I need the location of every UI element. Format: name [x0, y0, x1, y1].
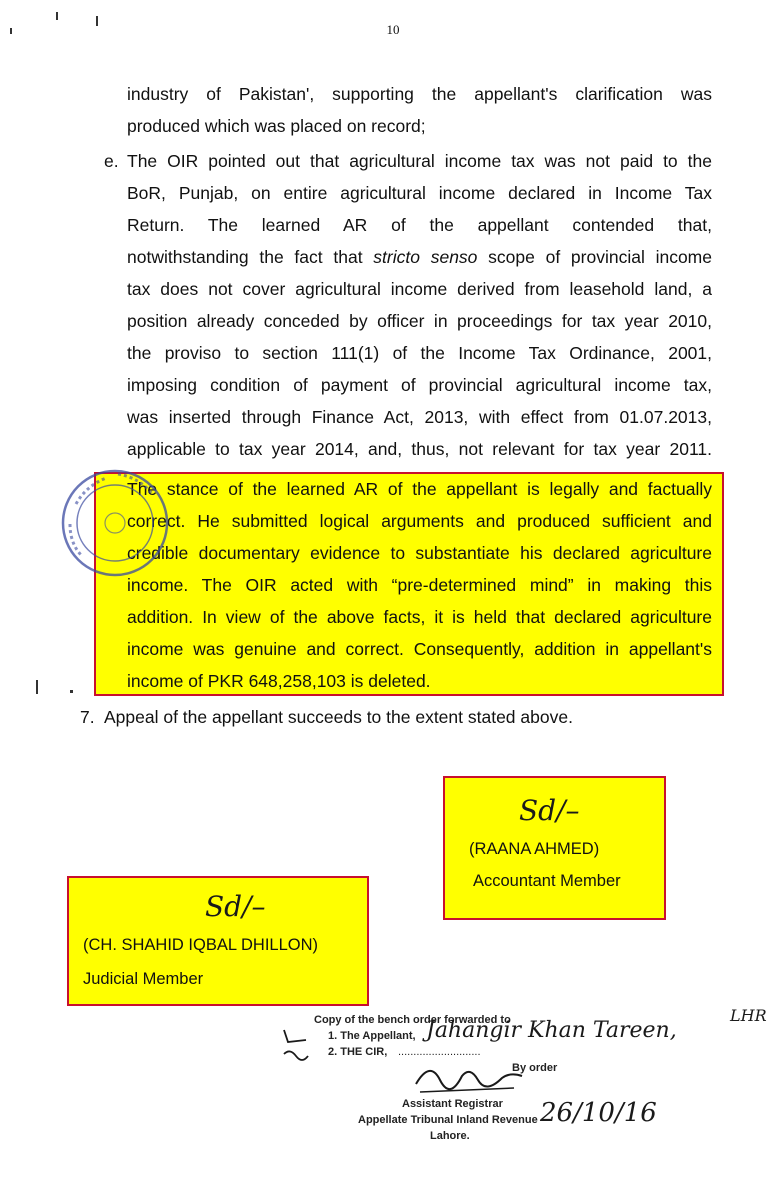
handwritten-appellant-name: Jahangir Khan Tareen, — [426, 1018, 677, 1043]
tribunal-name: Appellate Tribunal Inland Revenue — [358, 1114, 538, 1126]
continuation-paragraph — [127, 83, 712, 147]
text-line: produced which was placed on record; — [127, 116, 426, 136]
text-run: scope of provincial income — [477, 247, 712, 267]
item-e-label: e. — [104, 151, 119, 171]
handwritten-city: LHR — [730, 1006, 767, 1025]
text-line: correct. He submitted logical arguments and produced sufficient and — [127, 511, 712, 531]
text-line: tax does not cover agricultural income derived from leasehold land, a — [127, 279, 712, 299]
text-line: BoR, Punjab, on entire agricultural income declared in Income Tax — [127, 183, 712, 203]
handwritten-date: 26/10/16 — [540, 1098, 657, 1128]
text-line: position already conceded by officer in proceedings for tax year 2010, — [127, 311, 712, 331]
forwarding-title: Copy of the bench order forwarded to — [314, 1014, 511, 1026]
item-7-label: 7. — [80, 707, 95, 727]
registrar-signature-scribble — [410, 1054, 530, 1104]
tribunal-seal-stamp — [56, 464, 174, 582]
signature-sd: Sd/– — [205, 890, 266, 923]
forwarding-item-1: 1. The Appellant, — [328, 1030, 416, 1042]
text-line: The stance of the learned AR of the appellant is legally and factually — [127, 479, 712, 499]
judicial-member-signature-box — [67, 876, 369, 1006]
forwarding-endorsement — [302, 1006, 772, 1170]
accountant-member-signature-box — [443, 776, 666, 920]
text-line: income. The OIR acted with “pre-determined mind” in making this — [127, 575, 712, 595]
accountant-member-role: Accountant Member — [473, 872, 621, 890]
scan-speck — [70, 690, 73, 693]
text-line: income of PKR 648,258,103 is deleted. — [127, 671, 431, 691]
text-line: the proviso to section 111(1) of the Income Tax Ordinance, 2001, — [127, 343, 712, 363]
tick-marks — [280, 1026, 310, 1066]
by-order: By order — [512, 1062, 558, 1074]
scan-speck — [96, 16, 98, 26]
accountant-member-name: (RAANA AHMED) — [469, 840, 600, 858]
forwarding-item-2: 2. THE CIR, — [328, 1046, 388, 1058]
text-line: income was genuine and correct. Consequently, addition in appellant's — [127, 639, 712, 659]
judicial-member-role: Judicial Member — [83, 970, 204, 988]
text-line: addition. In view of the above facts, it is held that declared agriculture — [127, 607, 712, 627]
text-line: credible documentary evidence to substantiate his declared agriculture — [127, 543, 712, 563]
text-line: applicable to tax year 2014, and, thus, not relevant for tax year 2011. — [127, 439, 712, 459]
forwarding-dots: ........................... — [398, 1046, 481, 1058]
text-line — [127, 246, 712, 278]
judicial-member-name: (CH. SHAHID IQBAL DHILLON) — [83, 936, 319, 954]
assistant-registrar: Assistant Registrar — [402, 1098, 503, 1110]
text-line: industry of Pakistan', supporting the appellant's clarification was — [127, 84, 712, 104]
item-7-text: Appeal of the appellant succeeds to the extent stated above. — [104, 707, 573, 727]
tribunal-city: Lahore. — [430, 1130, 470, 1142]
highlighted-decision-text — [127, 478, 712, 702]
text-line: imposing condition of payment of provincial agricultural income tax, — [127, 375, 712, 395]
item-e-paragraph — [127, 150, 712, 470]
text-line: The OIR pointed out that agricultural income tax was not paid to the — [127, 151, 712, 171]
page-number: 10 — [386, 22, 400, 37]
italic-term: stricto senso — [373, 247, 478, 267]
text-line: was inserted through Finance Act, 2013, with effect from 01.07.2013, — [127, 407, 712, 427]
scan-speck — [56, 12, 58, 20]
scan-speck — [36, 680, 38, 694]
scan-speck — [10, 28, 12, 34]
text-line: Return. The learned AR of the appellant contended that, — [127, 215, 712, 235]
signature-sd: Sd/– — [519, 794, 580, 827]
text-run: notwithstanding the fact that — [127, 247, 374, 267]
